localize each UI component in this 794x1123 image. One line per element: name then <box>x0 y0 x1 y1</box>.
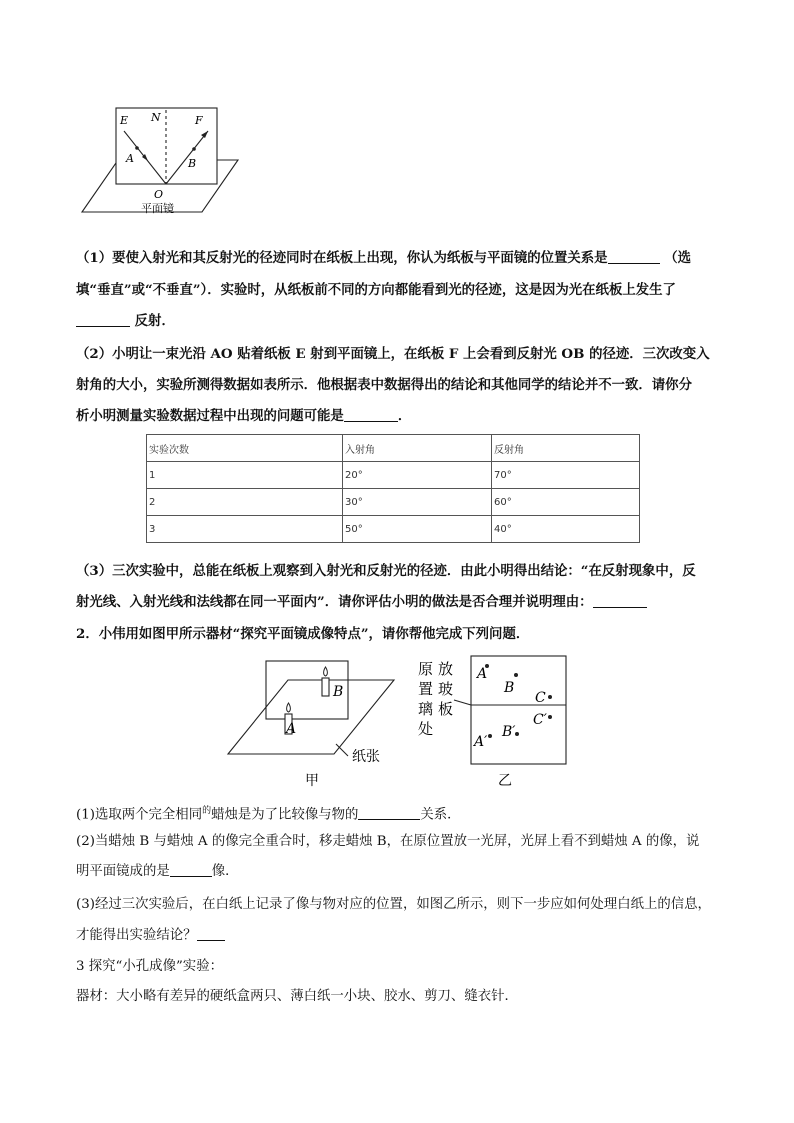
side-char: 板 <box>438 700 454 718</box>
answer-blank-6[interactable] <box>170 862 212 877</box>
q1-part1-line3: 反射． <box>76 311 726 331</box>
q2-part3-line2: 才能得出实验结论？ <box>76 926 726 946</box>
answer-blank-4[interactable] <box>593 593 647 608</box>
q1-part2-line3: 析小明测量实验数据过程中出现的问题可能是 ． <box>76 408 412 424</box>
table-header-cell: 入射角 <box>343 435 492 462</box>
figure-reflection-apparatus <box>78 104 248 220</box>
point-a-dot <box>135 146 139 150</box>
point-b-dot <box>192 147 196 151</box>
q1-part3-line2: 射光线、入射光线和法线都在同一平面内”．请你评估小明的做法是否合理并说明理由： <box>76 592 726 612</box>
answer-blank-7[interactable] <box>197 926 225 941</box>
label-b: B <box>504 680 515 696</box>
q3-materials: 器材：大小略有差异的硬纸盒两只、薄白纸一小块、胶水、剪刀、缝衣针． <box>76 989 518 1004</box>
label-c-image: C′ <box>533 712 547 728</box>
q2-part2-line2: 明平面镜成的是 像． <box>76 864 239 879</box>
side-char: 置 <box>418 680 434 698</box>
label-b-image: B′ <box>502 724 516 740</box>
table-cell: 40° <box>492 516 640 543</box>
side-label-vertical <box>418 660 453 738</box>
label-mirror: 平面镜 <box>141 202 174 215</box>
q2-part2-line1: (2)当蜡烛 B 与蜡烛 A 的像完全重合时，移走蜡烛 B，在原位置放一光屏，光屏上看不到蜡烛 A 的像，说 <box>76 834 700 849</box>
flame-b-icon <box>324 667 328 676</box>
table-header-cell: 实验次数 <box>147 435 343 462</box>
label-a: A <box>126 152 134 165</box>
point-b-dot <box>514 673 518 677</box>
label-c: C <box>535 690 546 706</box>
side-char: 原 <box>418 660 434 678</box>
table-cell: 20° <box>343 462 492 489</box>
point-c-image-dot <box>548 715 552 719</box>
answer-blank-5[interactable] <box>358 805 420 820</box>
table-row <box>147 462 640 489</box>
caption-yi: 乙 <box>498 773 512 789</box>
label-b: B <box>188 157 197 170</box>
q1-part1-line2: 填“垂直”或“不垂直”）．实验时，从纸板前不同的方向都能看到光的径迹，这是因为光在纸板上发生了 <box>76 282 676 298</box>
table-cell: 30° <box>343 489 492 516</box>
data-table <box>146 434 640 543</box>
point-c-dot <box>548 695 552 699</box>
table-row <box>147 516 640 543</box>
label-e: E <box>120 114 129 127</box>
table-cell: 2 <box>147 489 343 516</box>
q2-part3-line1: (3)经过三次实验后，在白纸上记录了像与物对应的位置，如图乙所示，则下一步应如何处理白纸上的信息， <box>76 897 711 912</box>
side-char: 放 <box>438 660 454 678</box>
q1-part2-line2: 射角的大小，实验所测得数据如表所示．他根据表中数据得出的结论和其他同学的结论并不一致．请你分 <box>76 377 692 393</box>
pointer-line <box>454 700 471 705</box>
answer-blank-1[interactable] <box>608 249 660 264</box>
side-char: 处 <box>418 720 434 738</box>
table-cell: 60° <box>492 489 640 516</box>
candle-b <box>322 678 329 696</box>
q1-part2-line1: （2）小明让一束光沿 AO 贴着纸板 E 射到平面镜上，在纸板 F 上会看到反射光 OB 的径迹．三次改变入 <box>76 346 710 362</box>
caption-jia: 甲 <box>305 773 319 789</box>
label-o: O <box>154 188 164 201</box>
table-cell: 1 <box>147 462 343 489</box>
q1-part1-line1: （1）要使入射光和其反射光的径迹同时在纸板上出现，你认为纸板与平面镜的位置关系是 （选 <box>76 250 692 266</box>
table-cell: 70° <box>492 462 640 489</box>
label-candle-b: B <box>333 684 344 700</box>
label-candle-a: A <box>286 721 297 737</box>
figure-yi-record-sheet <box>414 654 574 790</box>
table-cell: 3 <box>147 516 343 543</box>
table-header-row <box>147 435 640 462</box>
q3-title: 3 探究“小孔成像”实验： <box>76 959 223 974</box>
point-a-image-dot <box>488 734 492 738</box>
label-a-image: A′ <box>474 734 488 750</box>
answer-blank-3[interactable] <box>344 407 398 422</box>
table-header-cell: 反射角 <box>492 435 640 462</box>
side-char: 玻 <box>438 680 454 698</box>
q2-part1: (1)选取两个完全相同$^的$蜡烛是为了比较像与物的 关系． <box>76 806 461 823</box>
label-f: F <box>195 114 203 127</box>
answer-blank-2[interactable] <box>76 312 130 327</box>
paper-sheet <box>228 680 394 754</box>
table-cell: 50° <box>343 516 492 543</box>
q1-part3-line1: （3）三次实验中，总能在纸板上观察到入射光和反射光的径迹．由此小明得出结论：“在反射现象中，反 <box>76 563 696 579</box>
figure-jia-candle-setup <box>226 654 426 790</box>
q2-title: 2．小伟用如图甲所示器材“探究平面镜成像特点”，请你帮他完成下列问题． <box>76 626 530 642</box>
label-a: A <box>477 666 488 682</box>
table-row <box>147 489 640 516</box>
label-paper: 纸张 <box>352 749 380 765</box>
side-char: 璃 <box>418 700 434 718</box>
label-n: N <box>151 111 161 124</box>
flame-a-icon <box>287 703 291 712</box>
point-b-image-dot <box>515 732 519 736</box>
